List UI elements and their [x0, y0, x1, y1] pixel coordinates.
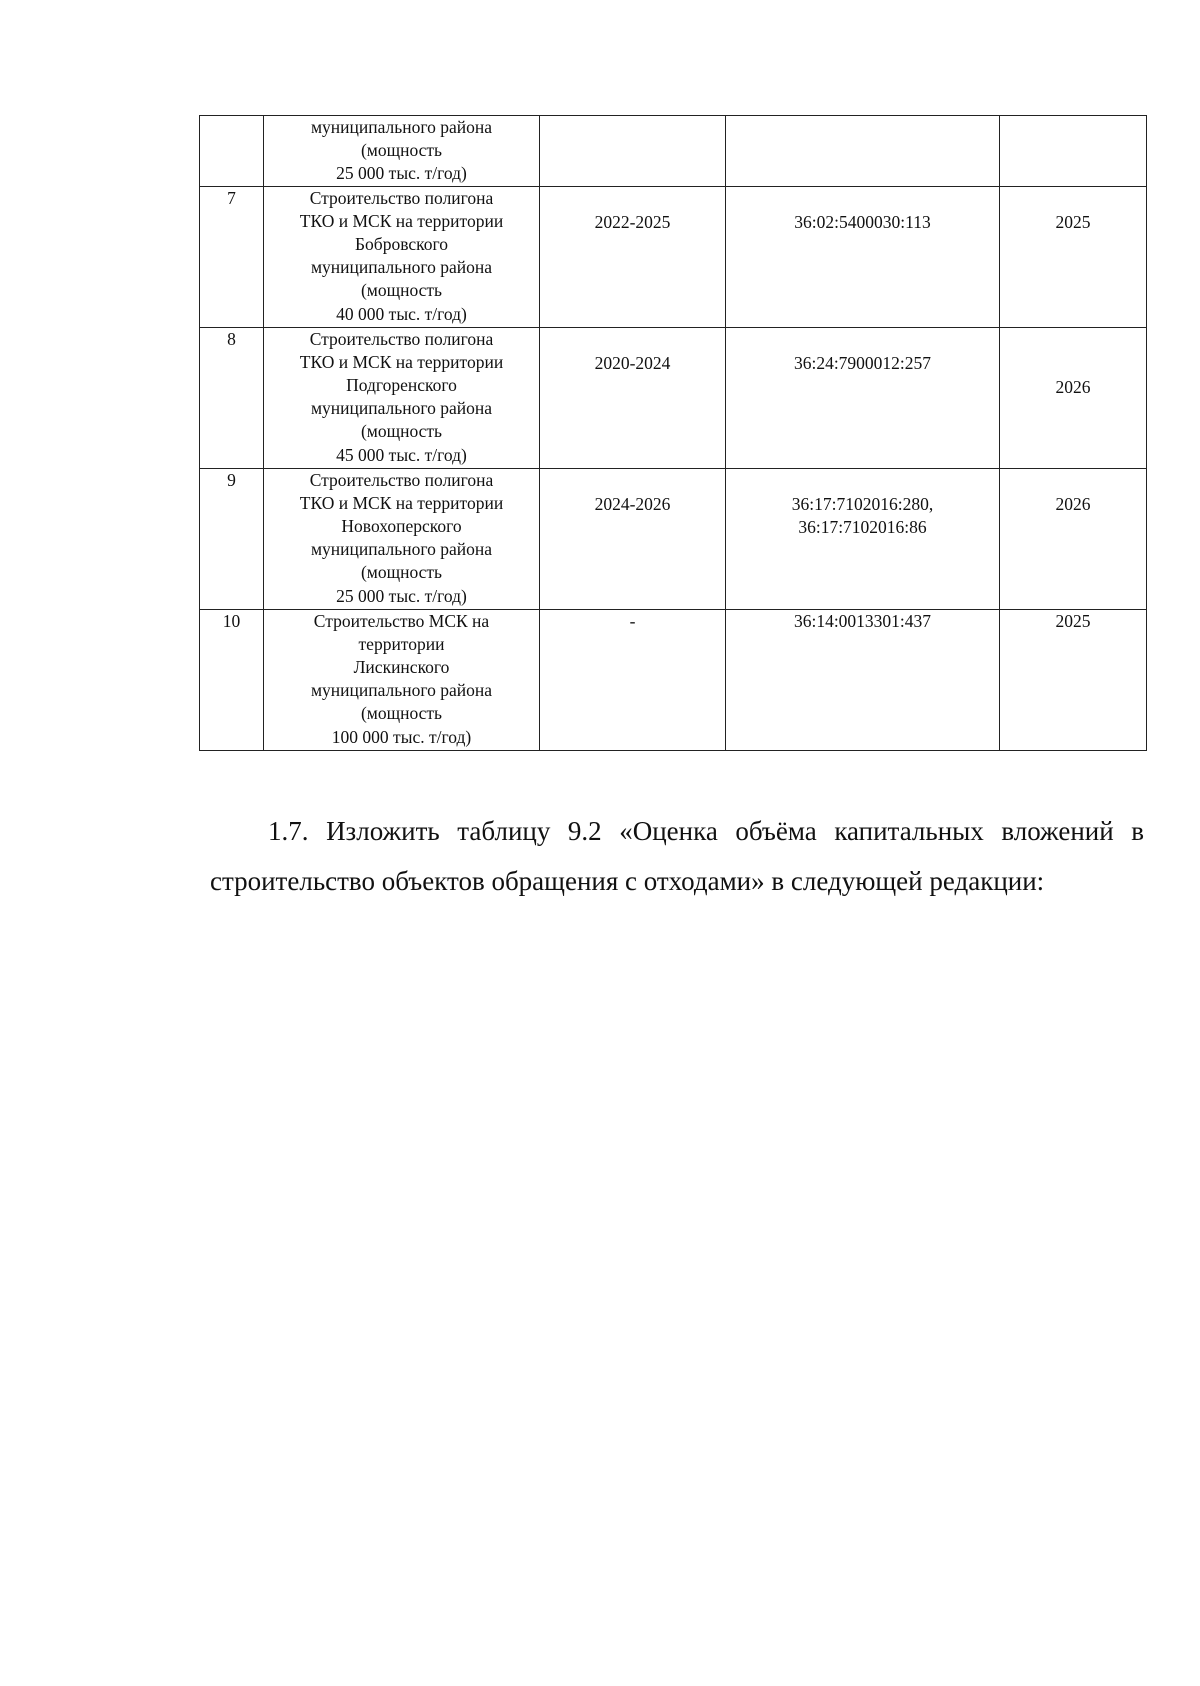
commissioning-year: 2025 [1000, 186, 1147, 327]
facility-name-line: муниципального района [310, 398, 493, 419]
table-row [200, 468, 1147, 609]
facility-name-line: 25 000 тыс. т/год) [336, 585, 467, 606]
facility-name-line: ТКО и МСК на территории [299, 351, 504, 372]
paragraph-line: строительство объектов обращения с отходами» в следующей редакции: [210, 866, 1045, 896]
amendment-paragraph [210, 806, 1144, 906]
facility-name-line: муниципального района [310, 117, 493, 137]
facility-name-line: (мощность [360, 280, 443, 301]
facility-name-line: ТКО и МСК на территории [299, 492, 504, 513]
cadastral-number-line: 36:02:5400030:113 [794, 211, 931, 232]
facility-name-line: Строительство полигона [309, 328, 494, 349]
facility-name-line: Строительство МСК на [313, 610, 490, 631]
facility-name-line: (мощность [360, 421, 443, 442]
facility-name-line: (мощность [360, 140, 443, 161]
construction-period: 2022-2025 [540, 186, 726, 327]
facility-name-line: Строительство полигона [309, 187, 494, 208]
row-number: 9 [200, 468, 264, 609]
construction-period: 2024-2026 [540, 468, 726, 609]
cadastral-number [726, 116, 1000, 187]
table-row [200, 186, 1147, 327]
cadastral-number [726, 609, 1000, 750]
cadastral-number-line: 36:17:7102016:280, [791, 493, 934, 514]
construction-period: - [540, 609, 726, 750]
cadastral-number [726, 327, 1000, 468]
cadastral-number-line: 36:17:7102016:86 [798, 516, 927, 537]
facility-name-line: Новохоперского [341, 516, 462, 537]
commissioning-year: 2026 [1000, 327, 1147, 468]
facility-name-line: муниципального района [310, 539, 493, 560]
paragraph-line: 1.7. Изложить таблицу 9.2 «Оценка объёма капитальных вложений в [268, 816, 1144, 846]
facility-name-line: муниципального района [310, 257, 493, 278]
facility-name-line: Лискинского [353, 657, 450, 678]
facility-name [264, 116, 540, 187]
facility-name-line: ТКО и МСК на территории [299, 210, 504, 231]
cadastral-number [726, 186, 1000, 327]
facility-name-line: 100 000 тыс. т/год) [331, 726, 472, 747]
facility-name-line: Строительство полигона [309, 469, 494, 490]
commissioning-year: 2025 [1000, 609, 1147, 750]
facility-name [264, 327, 540, 468]
facility-name-line: 40 000 тыс. т/год) [336, 303, 467, 324]
facility-name [264, 468, 540, 609]
table-row [200, 609, 1147, 750]
table-row [200, 327, 1147, 468]
facility-name [264, 609, 540, 750]
row-number: 8 [200, 327, 264, 468]
row-number [200, 116, 264, 187]
facility-name-line: 45 000 тыс. т/год) [336, 444, 467, 465]
row-number: 7 [200, 186, 264, 327]
commissioning-year [1000, 116, 1147, 187]
facility-name-line: 25 000 тыс. т/год) [336, 163, 467, 184]
commissioning-year: 2026 [1000, 468, 1147, 609]
cadastral-number [726, 468, 1000, 609]
cadastral-number-line: 36:14:0013301:437 [793, 610, 932, 631]
facility-name-line: муниципального района [310, 680, 493, 701]
facility-name-line: (мощность [360, 703, 443, 724]
facility-name [264, 186, 540, 327]
construction-period [540, 116, 726, 187]
facility-name-line: территории [358, 633, 445, 654]
facility-name-line: (мощность [360, 562, 443, 583]
cadastral-number-line: 36:24:7900012:257 [793, 352, 932, 373]
facility-name-line: Подгоренского [346, 375, 457, 396]
table-row [200, 116, 1147, 187]
waste-facilities-table [199, 115, 1147, 751]
row-number: 10 [200, 609, 264, 750]
facility-name-line: Бобровского [355, 234, 448, 255]
construction-period: 2020-2024 [540, 327, 726, 468]
